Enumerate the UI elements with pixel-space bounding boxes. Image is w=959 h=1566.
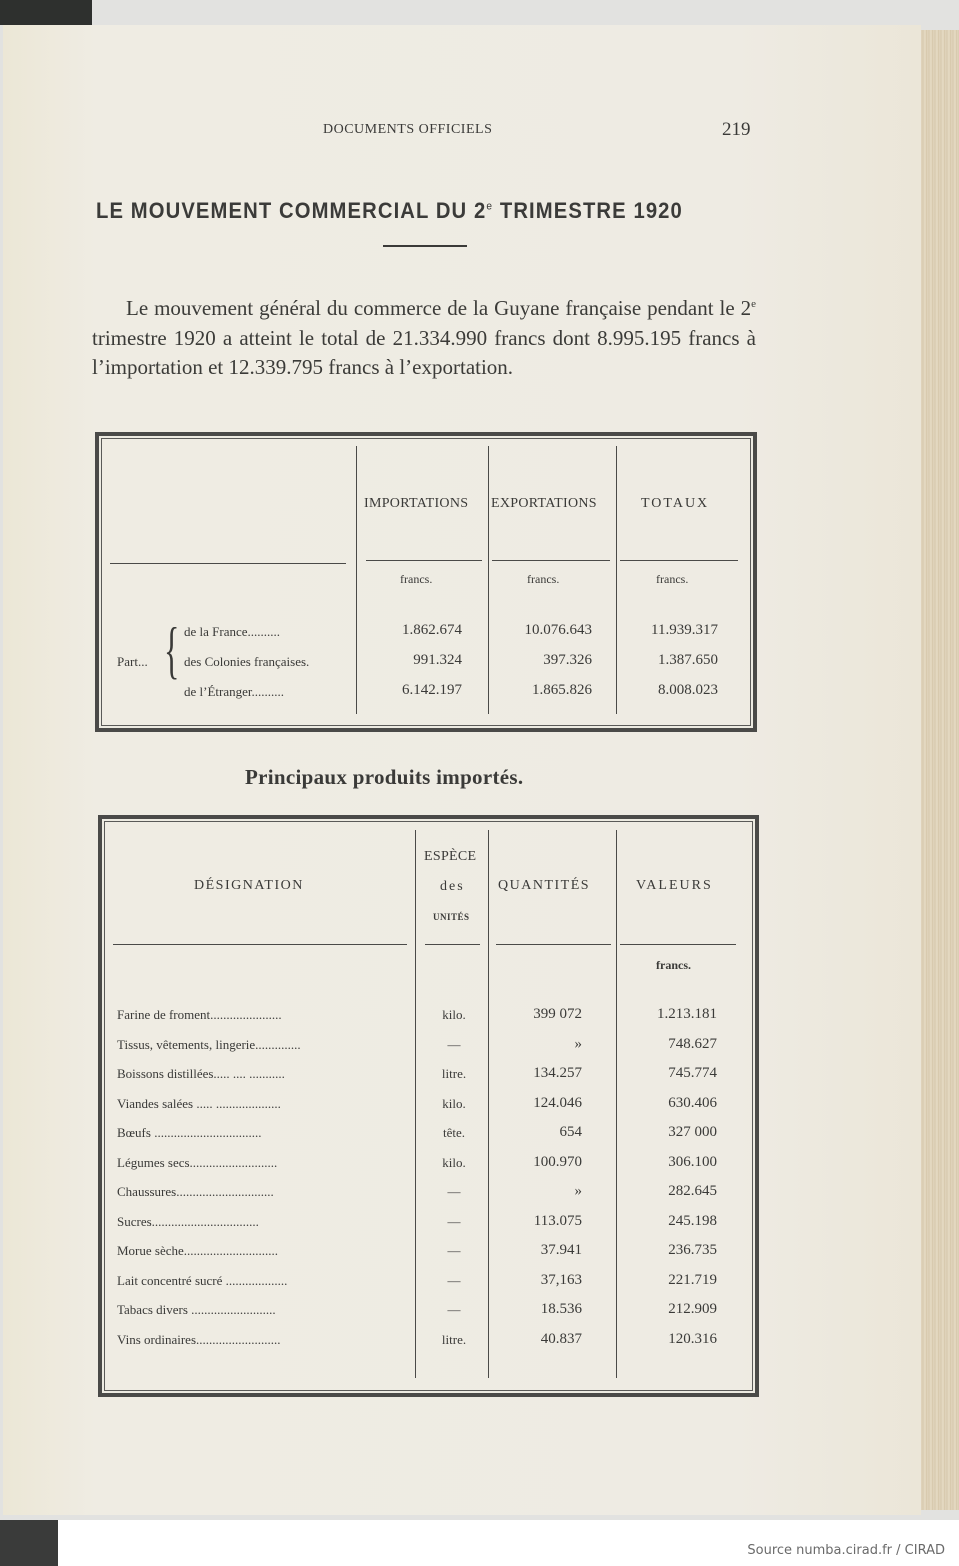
row-value: 212.909 <box>668 1301 717 1317</box>
row-label: de l’Étranger.......... <box>184 684 284 699</box>
cell-total: 1.387.650 <box>658 652 718 668</box>
brace-glyph: { <box>164 614 180 685</box>
cell-exports: 397.326 <box>543 652 592 668</box>
scan-edge-shadow-bottom <box>0 1520 58 1566</box>
row-quantity: 37.941 <box>540 1242 582 1258</box>
table1-divider <box>356 446 357 714</box>
row-quantity: » <box>574 1183 582 1199</box>
row-unit: litre. <box>441 1066 467 1081</box>
group-label: Part... <box>117 654 148 669</box>
section-title: Principaux produits importés. <box>245 765 524 789</box>
row-quantity: 40.837 <box>540 1331 582 1347</box>
row-designation: Morue sèche............................. <box>117 1243 279 1258</box>
table1-rule <box>366 560 482 561</box>
intro-text: Le mouvement général du commerce de la Guyane française pendant le 2 <box>126 296 752 320</box>
col-header-totaux: TOTAUX <box>641 496 710 511</box>
table2-rule <box>496 944 611 945</box>
main-title <box>96 198 703 224</box>
row-quantity: 18.536 <box>540 1301 582 1317</box>
col-header-espece: ESPÈCE <box>424 849 477 864</box>
row-label: de la France.......... <box>184 624 281 639</box>
row-designation: Lait concentré sucré ................... <box>117 1273 288 1288</box>
table1-rule <box>620 560 738 561</box>
row-quantity: 134.257 <box>533 1065 582 1081</box>
table1-rule <box>492 560 610 561</box>
row-value: 630.406 <box>668 1095 717 1111</box>
col-header-designation: DÉSIGNATION <box>194 878 304 893</box>
row-designation: Sucres................................. <box>117 1214 259 1229</box>
book-page-edges <box>921 30 959 1510</box>
cell-imports: 6.142.197 <box>402 682 462 698</box>
col-header-exportations: EXPORTATIONS <box>491 496 597 511</box>
page-number: 219 <box>722 119 751 140</box>
row-designation: Chaussures.............................. <box>117 1184 274 1199</box>
col-header-importations: IMPORTATIONS <box>364 496 469 511</box>
row-unit: tête. <box>442 1125 465 1140</box>
col-header-valeurs: VALEURS <box>636 878 713 893</box>
row-unit: kilo. <box>442 1007 466 1022</box>
row-quantity: 124.046 <box>533 1095 582 1111</box>
row-unit: kilo. <box>442 1096 466 1111</box>
row-quantity: » <box>574 1036 582 1052</box>
row-value: 282.645 <box>668 1183 717 1199</box>
intro-superscript: e <box>751 298 756 310</box>
table1-divider <box>488 446 489 714</box>
row-unit: kilo. <box>442 1155 466 1170</box>
row-designation: Tissus, vêtements, lingerie.............. <box>117 1037 301 1052</box>
title-text-end: TRIMESTRE 1920 <box>493 198 683 223</box>
row-unit: — <box>447 1243 461 1258</box>
col-header-quantites: QUANTITÉS <box>498 878 591 893</box>
row-designation: Vins ordinaires.......................... <box>117 1332 281 1347</box>
title-superscript: e <box>486 200 494 213</box>
row-value: 245.198 <box>668 1213 717 1229</box>
row-unit: — <box>447 1214 461 1229</box>
row-unit: — <box>447 1184 461 1199</box>
row-unit: — <box>447 1302 461 1317</box>
row-designation: Boissons distillées..... .... ........... <box>117 1066 285 1081</box>
table2-rule <box>113 944 407 945</box>
unit-label: francs. <box>656 572 689 586</box>
row-designation: Viandes salées ..... .................... <box>117 1096 281 1111</box>
title-text: LE MOUVEMENT COMMERCIAL DU 2 <box>96 198 487 223</box>
row-value: 327 000 <box>668 1124 717 1140</box>
row-quantity: 399 072 <box>533 1006 582 1022</box>
row-quantity: 100.970 <box>533 1154 582 1170</box>
table2-divider <box>616 830 617 1378</box>
row-unit: — <box>447 1273 461 1288</box>
cell-exports: 1.865.826 <box>532 682 592 698</box>
table2-divider <box>415 830 416 1378</box>
unit-label: francs. <box>656 958 691 972</box>
row-value: 306.100 <box>668 1154 717 1170</box>
col-header-espece-unites: UNITÉS <box>433 912 470 922</box>
intro-paragraph <box>92 290 756 383</box>
row-unit: — <box>447 1037 461 1052</box>
row-quantity: 37,163 <box>540 1272 582 1288</box>
row-value: 221.719 <box>668 1272 717 1288</box>
row-value: 1.213.181 <box>657 1006 717 1022</box>
scan-edge-shadow <box>0 0 92 25</box>
row-value: 120.316 <box>668 1331 717 1347</box>
row-value: 745.774 <box>668 1065 717 1081</box>
row-label: des Colonies françaises. <box>184 654 310 669</box>
running-head: DOCUMENTS OFFICIELS <box>323 122 493 137</box>
title-rule <box>383 245 467 247</box>
cell-imports: 1.862.674 <box>402 622 462 638</box>
row-designation: Farine de froment...................... <box>117 1007 282 1022</box>
cell-total: 8.008.023 <box>658 682 718 698</box>
row-unit: litre. <box>441 1332 467 1347</box>
cell-exports: 10.076.643 <box>524 622 592 638</box>
unit-label: francs. <box>527 572 560 586</box>
table2-rule <box>425 944 480 945</box>
row-designation: Bœufs ................................. <box>117 1125 262 1140</box>
table2-rule <box>620 944 736 945</box>
table1-rule <box>110 563 346 564</box>
unit-label: francs. <box>400 572 433 586</box>
col-header-espece-des: des <box>440 879 465 894</box>
cell-total: 11.939.317 <box>651 622 718 638</box>
row-quantity: 113.075 <box>533 1213 582 1229</box>
row-designation: Tabacs divers .......................... <box>117 1302 276 1317</box>
row-value: 748.627 <box>668 1036 717 1052</box>
row-value: 236.735 <box>668 1242 717 1258</box>
cell-imports: 991.324 <box>413 652 462 668</box>
row-quantity: 654 <box>559 1124 582 1140</box>
intro-text-end: trimestre 1920 a atteint le total de 21.334.990 francs dont 8.995.195 francs à l’importation et 12.339.795 francs à l’exportation. <box>92 325 756 379</box>
row-designation: Légumes secs........................... <box>117 1155 278 1170</box>
source-note: Source numba.cirad.fr / CIRAD <box>747 1543 945 1558</box>
table1-divider <box>616 446 617 714</box>
